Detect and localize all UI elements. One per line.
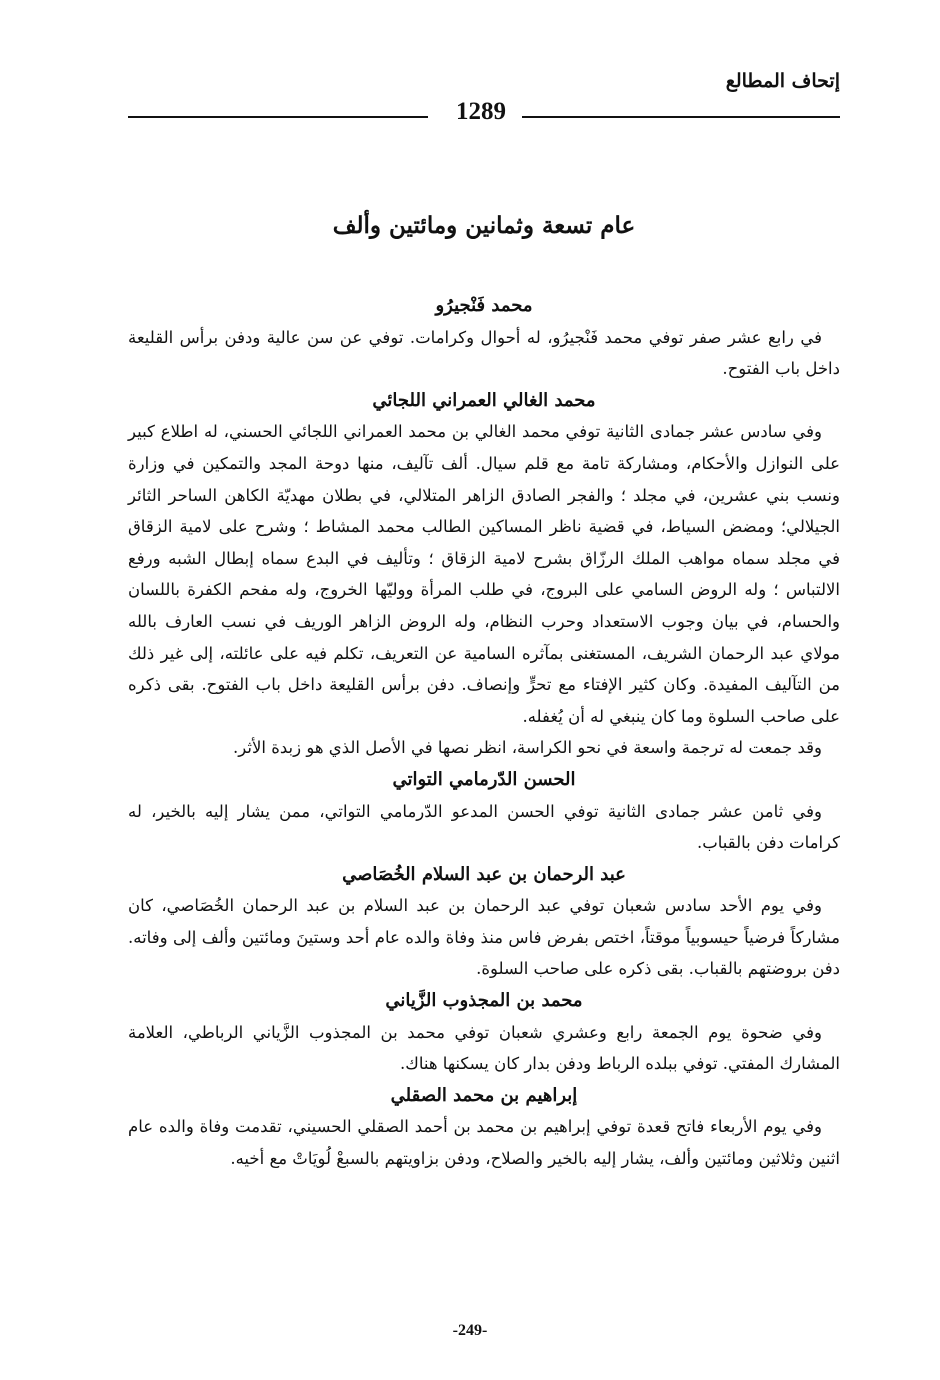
entry-paragraph: وفي يوم الأربعاء فاتح قعدة توفي إبراهيم بن محمد بن أحمد الصقلي الحسيني، تقدمت وفاة والده عام اثنين وثلاثين ومائتين وألف، يشار إليه بالخير والصلاح، ودفن بزاويتهم بالسبعْ لُويَاتْ مع أخيه. — [128, 1117, 840, 1169]
entry-zayyani — [128, 985, 840, 1080]
entry-heading: عبد الرحمان بن عبد السلام الخُصَاصي — [342, 863, 626, 885]
main-text — [128, 290, 840, 1175]
entry-heading: إبراهيم بن محمد الصقلي — [390, 1084, 578, 1106]
entry-heading: محمد الغالي العمراني اللجائي — [372, 389, 596, 411]
page-header — [128, 70, 840, 130]
header-rule-left — [128, 116, 428, 118]
entry-dermami-tawati — [128, 764, 840, 859]
entry-paragraph: وفي سادس عشر جمادى الثانية توفي محمد الغالي بن محمد العمراني اللجائي الحسني، له اطلاع كبير على النوازل والأحكام، ومشاركة تامة مع قلم سيال. ألف تآليف، منها دوحة المجد والتمكين في وزارة ونسب بني عشرين، في مجلد ؛ والفجر الصادق الزاهر المتلالي، في بطلان مهديّة الكاهن الساحر الثائر الجيلالي؛ ومضض السياط، في قضية ناظر المساكين الطالب محمد المشاط ؛ وشرح على لامية الزقاق في مجلد سماه مواهب الملك الرزّاق بشرح لامية الزقاق ؛ وتأليف في البدع سماه إبطال الشبه ورفع الالتباس ؛ وله الروض السامي على البروج، في طلب المرأة ووليّها الخروج، وله مفحم الكفرة باللسان والحسام، في بيان وجوب الاستعداد وحرب النظام، وله الروض الزاهر الوريف في نسب العارف بالله مولاي عبد الرحمان الشريف، المستغنى بمآثره السامية عن التعريف، تكلم فيه على عائلته، إلى غير ذلك من التآليف المفيدة. وكان كثير الإفتاء مع تحرٍّ وإنصاف. دفن برأس القليعة داخل باب الفتوح. بقى ذكره على صاحب السلوة وما كان ينبغي له أن يُغفله. — [128, 422, 840, 726]
entry-paragraph: وفي ضحوة يوم الجمعة رابع وعشري شعبان توفي محمد بن المجذوب الزَّياني الرباطي، العلامة المشارك المفتي. توفي ببلده الرباط ودفن بدار كان يسكنها هناك. — [128, 1022, 840, 1074]
entry-paragraph: وفي يوم الأحد سادس شعبان توفي عبد الرحمان بن عبد السلام بن عبد الرحمان الخُصَاصي، كان مشاركاً فرضياً حيسوبياً موقتاً، اختص بفرض فاس منذ وفاة والده عام أحد وستينَ ومائتين وألف إلى وفاته. دفن بروضتهم بالقباب. بقى ذكره على صاحب السلوة. — [128, 896, 840, 979]
entry-paragraph: وقد جمعت له ترجمة واسعة في نحو الكراسة، انظر نصها في الأصل الذي هو زبدة الأثر. — [233, 738, 822, 758]
entry-khusasi — [128, 859, 840, 985]
page-number: -249- — [452, 1322, 488, 1339]
year-number: 1289 — [456, 98, 506, 125]
chapter-title: عام تسعة وثمانين ومائتين وألف — [332, 212, 636, 239]
entry-paragraph: في رابع عشر صفر توفي محمد فَنْجيرُو، له أحوال وكرامات. توفي عن سن عالية ودفن برأس القليعة داخل باب الفتوح. — [128, 327, 840, 379]
entry-fanjiro — [128, 290, 840, 385]
entry-heading: الحسن الدّرمامي التواتي — [392, 768, 576, 790]
entry-paragraph: وفي ثامن عشر جمادى الثانية توفي الحسن المدعو الدّرمامي التواتي، ممن يشار إليه بالخير، له كرامات دفن بالقباب. — [128, 801, 840, 853]
entry-saqalli — [128, 1080, 840, 1175]
entry-heading: محمد بن المجذوب الزَّياني — [385, 990, 583, 1012]
entry-ghali-imrani — [128, 385, 840, 764]
entry-heading: محمد فَنْجيرُو — [435, 295, 533, 316]
header-rule-right — [522, 116, 840, 118]
running-title: إتحاف المطالع — [725, 70, 840, 92]
